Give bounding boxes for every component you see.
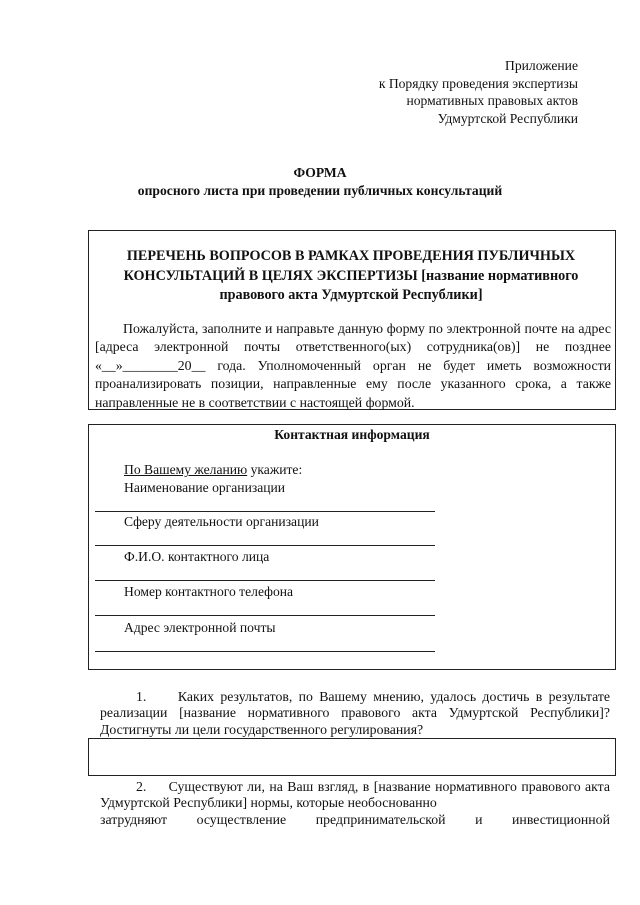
word: и [475, 812, 483, 827]
activity-input-line[interactable] [95, 545, 435, 546]
word: предпринимательской [315, 812, 446, 827]
word: осуществление [196, 812, 287, 827]
field-label-activity: Сферу деятельности организации [124, 514, 319, 529]
word: инвестиционной [512, 812, 610, 827]
form-title-block [0, 164, 640, 199]
contact-prompt-rest: укажите: [247, 462, 303, 477]
question-number: 1. [136, 689, 147, 704]
email-input-line[interactable] [95, 651, 435, 652]
heading-line: КОНСУЛЬТАЦИЙ В ЦЕЛЯХ ЭКСПЕРТИЗЫ [название нормативного [123, 267, 579, 284]
appendix-line: Приложение [505, 58, 578, 73]
field-label-organization: Наименование организации [124, 480, 286, 495]
heading-line: ПЕРЕЧЕНЬ ВОПРОСОВ В РАМКАХ ПРОВЕДЕНИЯ ПУБЛИЧНЫХ [126, 248, 576, 264]
question-2-last-line [100, 812, 610, 828]
question-text: Существуют ли, на Ваш взгляд, в [название нормативного правового акта Удмуртской Республики] нормы, которые необоснованно [100, 779, 611, 811]
heading-line: правового акта Удмуртской Республики] [219, 287, 483, 303]
word: затрудняют [100, 812, 168, 827]
question-1 [100, 689, 610, 738]
form-subtitle: опросного листа при проведении публичных консультаций [137, 182, 503, 198]
contact-name-input-line[interactable] [95, 580, 435, 581]
organization-input-line[interactable] [95, 511, 435, 512]
question-text: Каких результатов, по Вашему мнению, удалось достичь в результате реализации [название нормативного правового акта Удмуртской Республики]? Достигнуты ли цели государственного регулирования? [100, 689, 611, 737]
appendix-header [330, 57, 578, 127]
contact-prompt-underlined: По Вашему желанию [124, 462, 248, 477]
phone-input-line[interactable] [95, 615, 435, 616]
field-label-contact-name: Ф.И.О. контактного лица [124, 549, 270, 564]
answer-box-question-1[interactable] [88, 738, 616, 776]
appendix-line: нормативных правовых актов [406, 93, 578, 108]
appendix-line: к Порядку проведения экспертизы [378, 75, 578, 91]
field-label-email: Адрес электронной почты [124, 620, 276, 635]
instructions-paragraph [95, 320, 611, 412]
questionnaire-heading [92, 247, 610, 306]
question-2 [100, 779, 610, 812]
appendix-line: Удмуртской Республики [437, 110, 578, 126]
contact-title: Контактная информация [274, 427, 430, 442]
contact-prompt [124, 462, 302, 478]
instructions-text: Пожалуйста, заполните и направьте данную форму по электронной почте на адрес [адреса электронной почты ответственного(ых) сотрудника(ов)] не позднее «__»________20__ года. Уполномоченный орган не будет иметь возможности проанализировать позиции, направленные ему после указанного срока, а также направленные не в соответствии с настоящей формой. [95, 321, 611, 410]
form-title: ФОРМА [293, 165, 347, 180]
question-number: 2. [136, 779, 147, 794]
field-label-phone: Номер контактного телефона [124, 584, 294, 599]
